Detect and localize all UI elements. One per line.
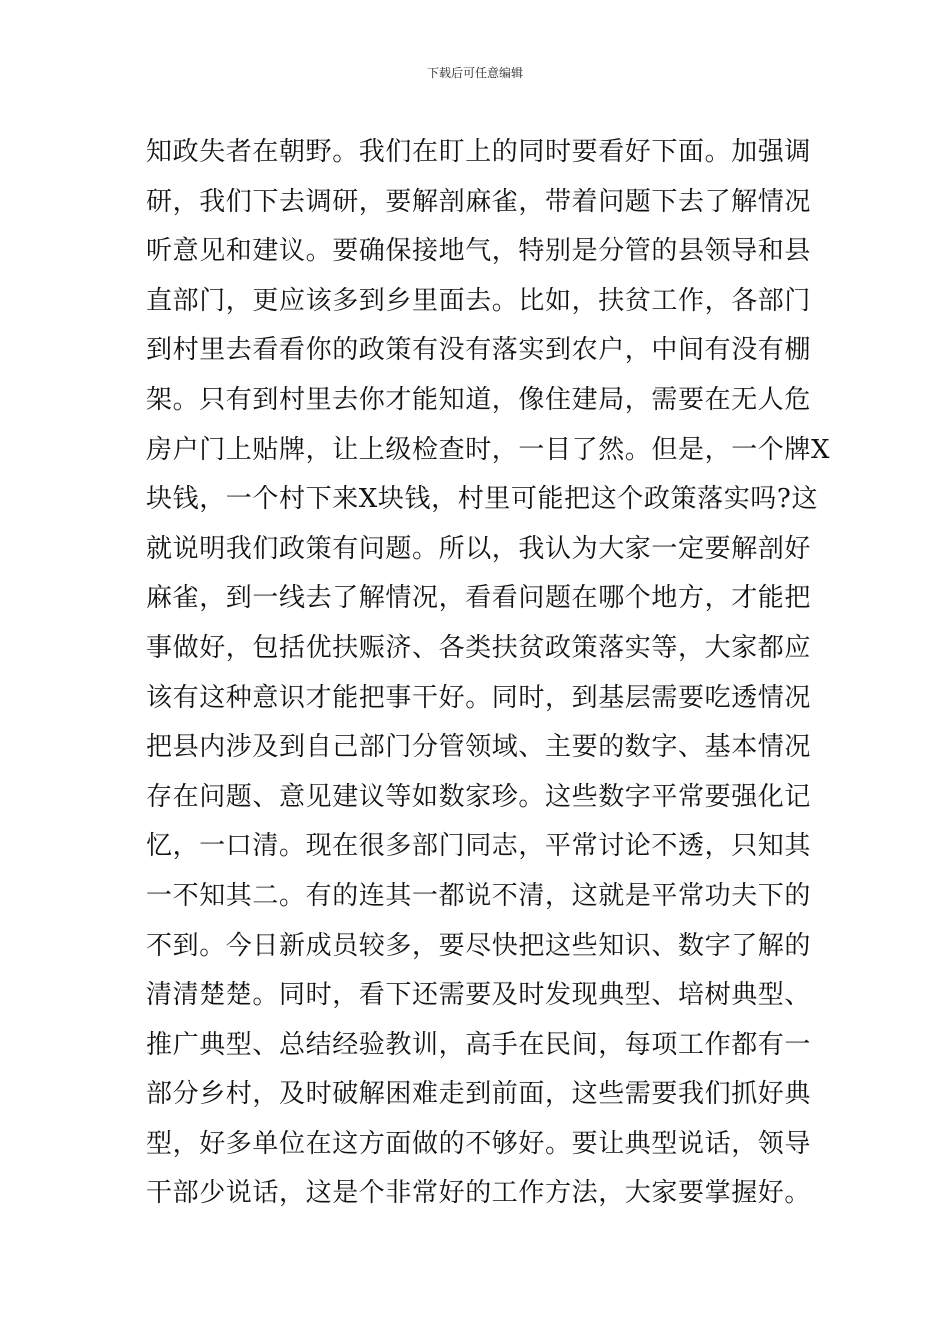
text-line: 一不知其二。有的连其一都说不清，这就是平常功夫下的 (146, 880, 812, 911)
text-line: 就说明我们政策有问题。所以，我认为大家一定要解剖好 (146, 533, 812, 564)
text-line: 部分乡村，及时破解困难走到前面，这些需要我们抓好典 (146, 1079, 812, 1110)
text-line: 型，好多单位在这方面做的不够好。要让典型说话，领导 (146, 1128, 812, 1159)
page-header: 下载后可任意编辑 (426, 66, 523, 80)
text-line: 到村里去看看你的政策有没有落实到农户，中间有没有棚 (146, 335, 812, 366)
text-line: 房户门上贴牌，让上级检查时，一目了然。但是，一个牌X (146, 434, 831, 465)
text-line: 清清楚楚。同时，看下还需要及时发现典型、培树典型、 (146, 980, 812, 1011)
text-line: 把县内涉及到自己部门分管领域、主要的数字、基本情况 (146, 732, 812, 763)
text-line: 忆，一口清。现在很多部门同志，平常讨论不透，只知其 (146, 831, 812, 862)
text-line: 该有这种意识才能把事干好。同时，到基层需要吃透情况 (146, 682, 812, 713)
text-line: 推广典型、总结经验教训，高手在民间，每项工作都有一 (146, 1029, 812, 1060)
text-line: 知政失者在朝野。我们在盯上的同时要看好下面。加强调 (146, 137, 812, 167)
text-line: 架。只有到村里去你才能知道，像住建局，需要在无人危 (146, 384, 812, 415)
text-line: 事做好，包括优扶赈济、各类扶贫政策落实等，大家都应 (146, 632, 812, 663)
body-text (146, 128, 831, 1219)
text-line: 块钱，一个村下来X块钱，村里可能把这个政策落实吗?这 (146, 484, 819, 515)
text-line: 干部少说话，这是个非常好的工作方法，大家要掌握好。 (146, 1178, 812, 1209)
text-line: 研，我们下去调研，要解剖麻雀，带着问题下去了解情况 (146, 186, 812, 217)
text-line: 麻雀，到一线去了解情况，看看问题在哪个地方，才能把 (146, 583, 812, 614)
text-line: 直部门，更应该多到乡里面去。比如，扶贫工作，各部门 (146, 285, 812, 316)
text-line: 不到。今日新成员较多，要尽快把这些知识、数字了解的 (146, 930, 812, 961)
text-line: 存在问题、意见建议等如数家珍。这些数字平常要强化记 (146, 781, 812, 812)
text-line: 听意见和建议。要确保接地气，特别是分管的县领导和县 (146, 236, 812, 267)
